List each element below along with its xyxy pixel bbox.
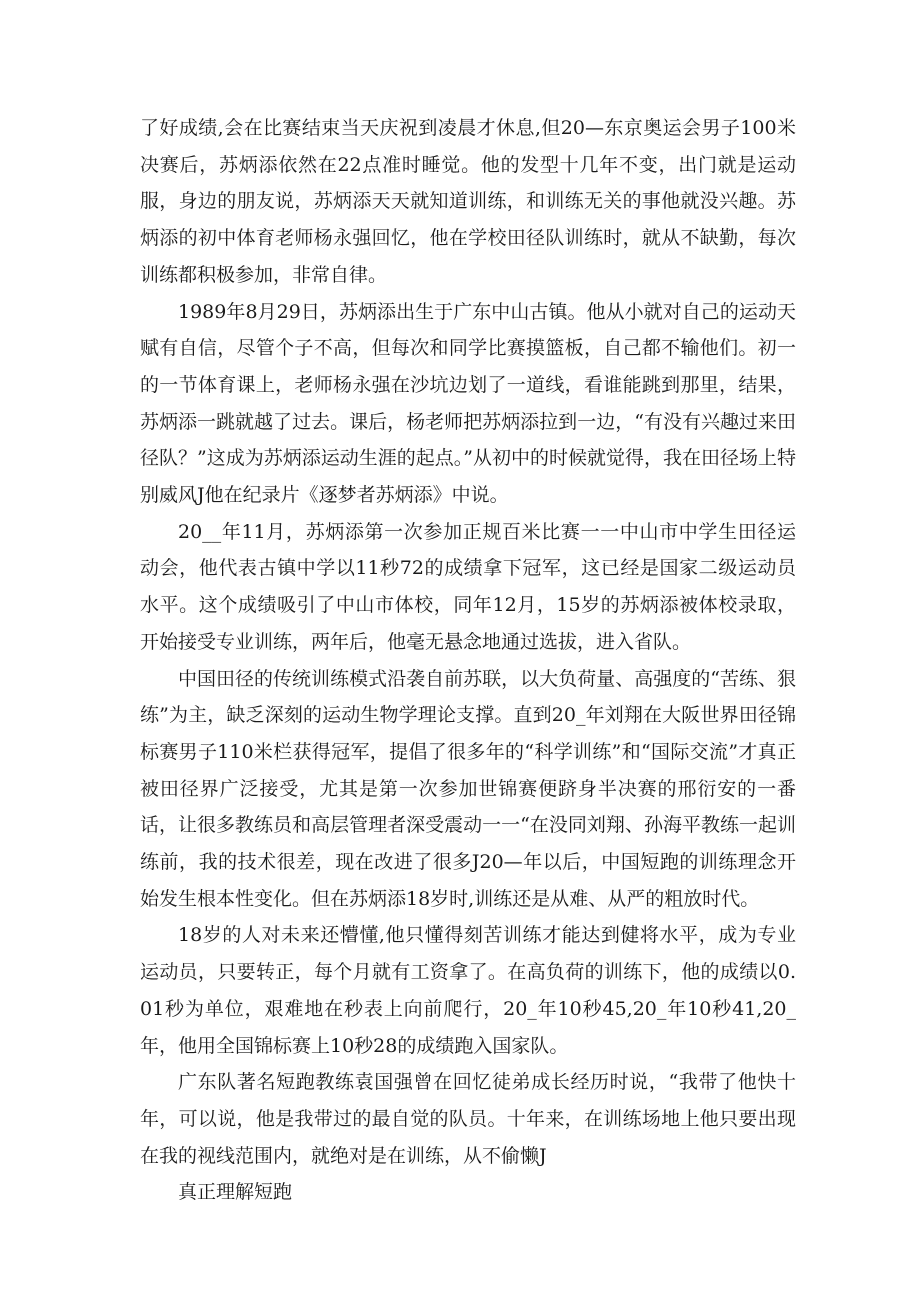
paragraph-3: 20__年11月，苏炳添第一次参加正规百米比赛一一中山市中学生田径运动会，他代表古镇中学以11秒72的成绩拿下冠军，这已经是国家二级运动员水平。这个成绩吸引了中山市体校，同年12月，15岁的苏炳添被体校录取，开始接受专业训练，两年后，他毫无悬念地通过选拔，进入省队。 [140,520,796,653]
paragraph-6: 广东队著名短跑教练袁国强曾在回忆徒弟成长经历时说，“我带了他快十年，可以说，他是我带过的最自觉的队员。十年来，在训练场地上他只要出现在我的视线范围内，就绝对是在训练，从不偷懒J [140,1071,796,1167]
paragraph-2: 1989年8月29日，苏炳添出生于广东中山古镇。他从小就对自己的运动天赋有自信，尽管个子不高，但每次和同学比赛摸篮板，自己都不输他们。初一的一节体育课上，老师杨永强在沙坑边划了一道线，看谁能跳到那里，结果，苏炳添一跳就越了过去。课后，杨老师把苏炳添拉到一边，“有没有兴趣过来田径队？”这成为苏炳添运动生涯的起点。”从初中的时候就觉得，我在田径场上特别威风J他在纪录片《逐梦者苏炳添》中说。 [140,300,796,507]
paragraph-4: 中国田径的传统训练模式沿袭自前苏联，以大负荷量、高强度的“苦练、狠练”为主，缺乏深刻的运动生物学理论支撑。直到20_年刘翔在大阪世界田径锦标赛男子110米栏获得冠军，提倡了很多年的“科学训练”和“国际交流”才真正被田径界广泛接受，尤其是第一次参加世锦赛便跻身半决赛的邢衍安的一番话，让很多教练员和高层管理者深受震动一一“在没同刘翔、孙海平教练一起训练前，我的技术很差，现在改进了很多J20—年以后，中国短跑的训练理念开始发生根本性变化。但在苏炳添18岁时,训练还是从难、从严的粗放时代。 [140,667,796,910]
paragraph-5: 18岁的人对未来还懵懂,他只懂得刻苦训练才能达到健将水平，成为专业运动员，只要转正，每个月就有工资拿了。在高负荷的训练下，他的成绩以0.01秒为单位，艰难地在秒表上向前爬行，20_年10秒45,20_年10秒41,20_年，他用全国锦标赛上10秒28的成绩跑入国家队。 [140,924,796,1057]
section-heading: 真正理解短跑 [178,1181,293,1204]
paragraph-1: 了好成绩,会在比赛结束当天庆祝到凌晨才休息,但20—东京奥运会男子100米决赛后，苏炳添依然在22点准时睡觉。他的发型十几年不变，出门就是运动服，身边的朋友说，苏炳添天天就知道训练，和训练无关的事他就没兴趣。苏炳添的初中体育老师杨永强回忆，他在学校田径队训练时，就从不缺勤，每次训练都积极参加，非常自律。 [140,117,796,286]
